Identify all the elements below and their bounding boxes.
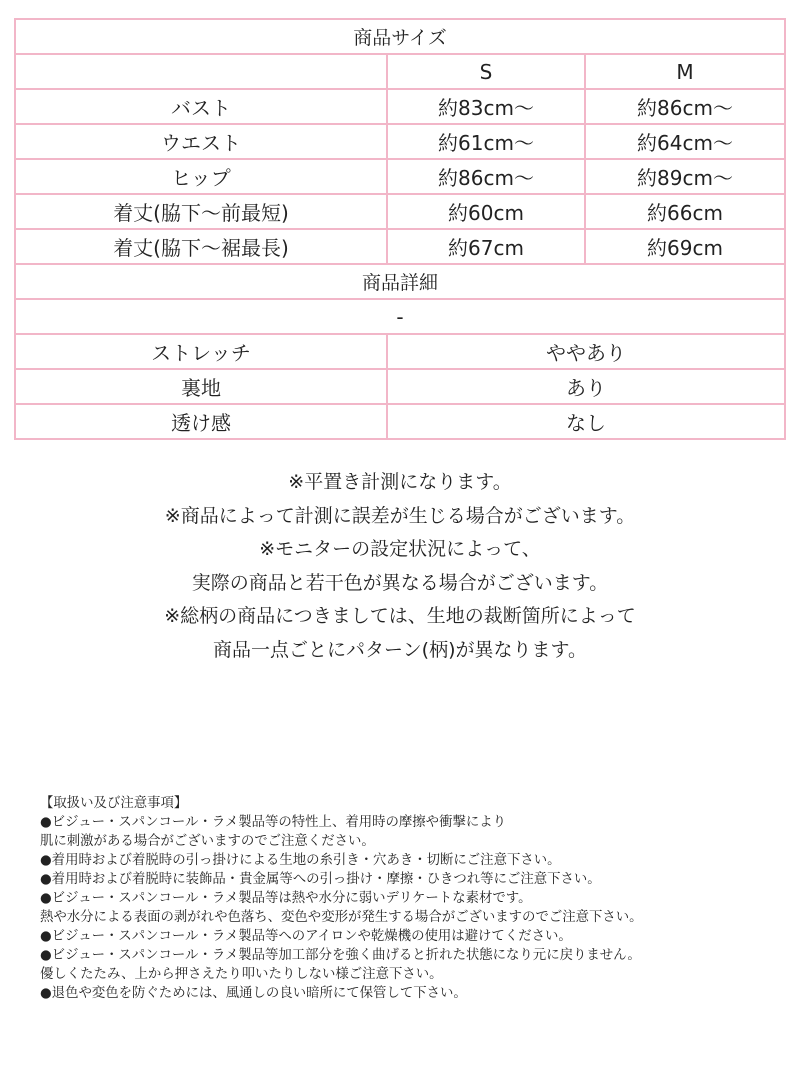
care-line: 肌に刺激がある場合がございますのでご注意ください。 xyxy=(40,834,375,849)
size-s-value: 約86cm～ xyxy=(387,159,585,194)
size-row-hip xyxy=(15,159,785,194)
size-m-value: 約69cm xyxy=(585,229,785,264)
detail-row-value: ややあり xyxy=(387,334,785,369)
detail-row-stretch xyxy=(15,334,785,369)
size-row-label: 着丈(脇下～裾最長) xyxy=(15,229,387,264)
note-line: ※商品によって計測に誤差が生じる場合がございます。 xyxy=(164,504,636,527)
size-row-label: ウエスト xyxy=(15,124,387,159)
header-size-s: S xyxy=(387,54,585,89)
detail-row-lining xyxy=(15,369,785,404)
size-m-value: 約89cm～ xyxy=(585,159,785,194)
size-m-value: 約86cm～ xyxy=(585,89,785,124)
size-m-value: 約64cm～ xyxy=(585,124,785,159)
header-size-m: M xyxy=(585,54,785,89)
detail-row-value: なし xyxy=(387,404,785,439)
size-s-value: 約83cm～ xyxy=(387,89,585,124)
size-s-value: 約67cm xyxy=(387,229,585,264)
note-line: ※平置き計測になります。 xyxy=(288,471,512,493)
care-line: 優しくたたみ、上から押さえたり叩いたりしない様ご注意下さい。 xyxy=(40,967,443,982)
size-title-row xyxy=(15,19,785,54)
detail-table-title: 商品詳細 xyxy=(15,264,785,299)
measurement-notes xyxy=(0,466,800,667)
note-line: 実際の商品と若干色が異なる場合がございます。 xyxy=(191,571,609,594)
care-line: ●ビジュー・スパンコール・ラメ製品等加工部分を強く曲げると折れた状態になり元に戻りません。 xyxy=(40,948,641,963)
care-line: 熱や水分による表面の剥がれや色落ち、変色や変形が発生する場合がございますのでご注意下さい。 xyxy=(40,910,643,925)
detail-row-value: あり xyxy=(387,369,785,404)
detail-note: - xyxy=(15,299,785,334)
care-line: ●ビジュー・スパンコール・ラメ製品等の特性上、着用時の摩擦や衝撃により xyxy=(40,815,507,830)
size-s-value: 約60cm xyxy=(387,194,585,229)
care-heading: 【取扱い及び注意事項】 xyxy=(40,796,188,811)
detail-row-label: 透け感 xyxy=(15,404,387,439)
size-header-row xyxy=(15,54,785,89)
detail-row-label: ストレッチ xyxy=(15,334,387,369)
note-line: ※総柄の商品につきましては、生地の裁断箇所によって xyxy=(164,605,636,627)
care-line: ●ビジュー・スパンコール・ラメ製品等へのアイロンや乾燥機の使用は避けてください。 xyxy=(40,929,572,944)
size-m-value: 約66cm xyxy=(585,194,785,229)
care-line: ●ビジュー・スパンコール・ラメ製品等は熱や水分に弱いデリケートな素材です。 xyxy=(40,891,532,906)
care-instructions xyxy=(40,794,790,1003)
care-line: ●退色や変色を防ぐためには、風通しの良い暗所にて保管して下さい。 xyxy=(40,986,467,1001)
care-line: ●着用時および着脱時の引っ掛けによる生地の糸引き・穴あき・切断にご注意下さい。 xyxy=(40,853,561,868)
size-table xyxy=(14,18,786,440)
header-blank-cell xyxy=(15,54,387,89)
size-row-label: ヒップ xyxy=(15,159,387,194)
note-line: 商品一点ごとにパターン(柄)が異なります。 xyxy=(213,638,587,661)
size-row-length-hem xyxy=(15,229,785,264)
size-row-bust xyxy=(15,89,785,124)
size-row-label: バスト xyxy=(15,89,387,124)
size-row-label: 着丈(脇下～前最短) xyxy=(15,194,387,229)
detail-title-row xyxy=(15,264,785,299)
detail-note-row xyxy=(15,299,785,334)
detail-row-label: 裏地 xyxy=(15,369,387,404)
size-table-title: 商品サイズ xyxy=(15,19,785,54)
size-row-length-front xyxy=(15,194,785,229)
note-line: ※モニターの設定状況によって、 xyxy=(259,538,541,560)
detail-row-sheerness xyxy=(15,404,785,439)
size-row-waist xyxy=(15,124,785,159)
size-s-value: 約61cm～ xyxy=(387,124,585,159)
care-line: ●着用時および着脱時に装飾品・貴金属等への引っ掛け・摩擦・ひきつれ等にご注意下さい。 xyxy=(40,872,601,887)
